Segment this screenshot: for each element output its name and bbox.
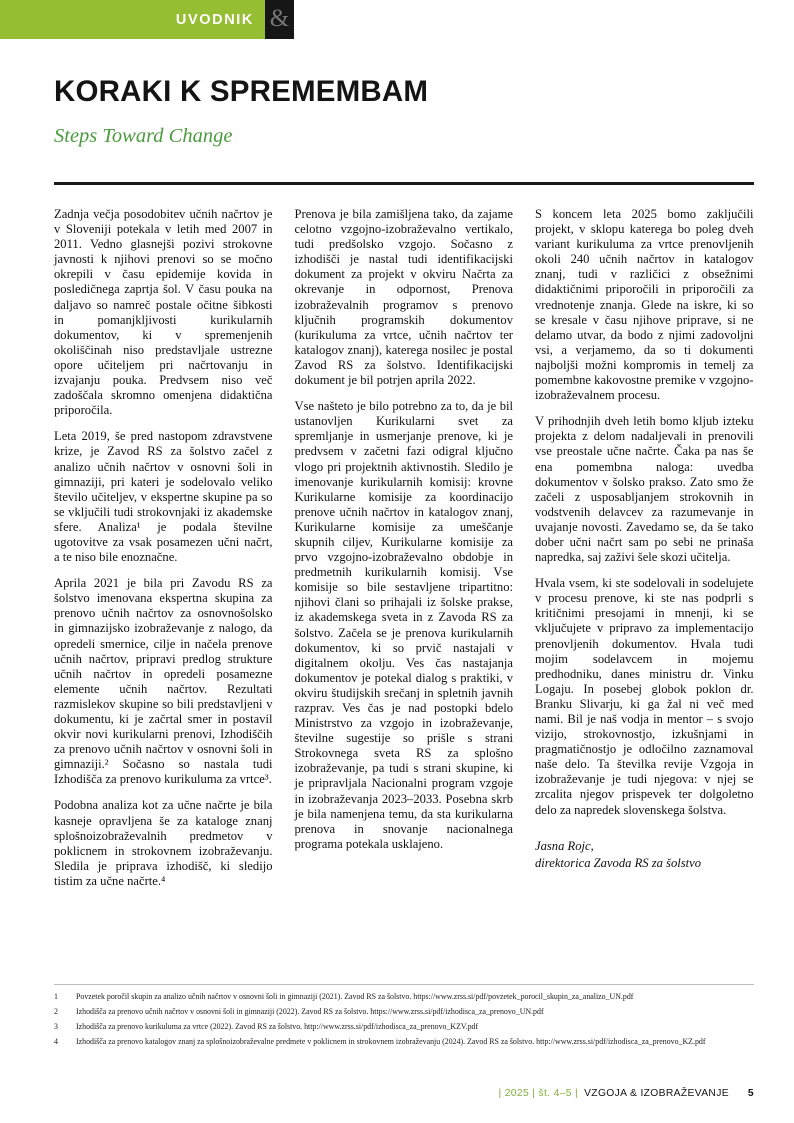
footnote-number: 3 bbox=[54, 1022, 58, 1032]
footnote-number: 4 bbox=[54, 1037, 58, 1047]
article-body bbox=[54, 207, 754, 969]
paragraph: Zadnja večja posodobitev učnih načrtov je v Sloveniji potekala v letih med 2007 in 2011. Vedno glasnejši pozivi strokovne javnosti k njihovi prenovi so se močno okrepili v času epidemije kovida in posledičnega zaprtja šol. V času pouka na daljavo so namreč postale očitne šibkosti in pomanjkljivosti kurikularnih dokumentov, ki v spremenjenih okoliščinah niso predstavljale ustrezne opore učiteljem pri načrtovanju in izvajanju pouka. Predvsem niso več zadoščala skromno omenjena didaktična priporočila. bbox=[54, 207, 273, 418]
page-subtitle: Steps Toward Change bbox=[54, 125, 233, 148]
paragraph: Aprila 2021 je bila pri Zavodu RS za šolstvo imenovana ekspertna skupina za prenovo učnih načrtov za osnovnošolsko in gimnazijsko izobraževanje z nalogo, da opredeli smernice, cilje in načela prenove učnih načrtov, pripravi predlog strukture učnih načrtov in opredeli posamezne elemente učnih načrtov. Rezultati razmislekov skupine so bili predstavljeni v dokumentu, ki je začrtal smer in postavil okvir novi kurikularni prenovi, Izhodiščih za prenovo učnih načrtov v osnovni šoli in gimnaziji.² Sočasno so nastala tudi Izhodišča za prenovo kurikuluma za vrtce³. bbox=[54, 576, 273, 787]
footnote-number: 1 bbox=[54, 992, 58, 1001]
masthead-banner bbox=[0, 0, 294, 39]
footnote-item bbox=[54, 1037, 754, 1048]
author-name: Jasna Rojc, bbox=[535, 838, 594, 853]
ampersand-logo-icon: & bbox=[269, 5, 290, 32]
footnote-text: Izhodišča za prenovo katalogov znanj za splošnoizobraževalne predmete v poklicnem in strokovnem izobraževanju (2024). Zavod RS za šolstvo. http://www.zrss.si/pdf/izhodisca_za_prenovo_KZ.pdf bbox=[76, 1037, 706, 1047]
footnote-text: Izhodišča za prenovo kurikuluma za vrtce (2022). Zavod RS za šolstvo. http://www.zrss.si/pdf/izhodisca_za_prenovo_KZV.pdf bbox=[76, 1022, 479, 1032]
footnotes-list bbox=[54, 992, 754, 1052]
author-role: direktorica Zavoda RS za šolstvo bbox=[535, 855, 702, 870]
page-number: 5 bbox=[747, 1088, 754, 1099]
footnote-text: Povzetek poročil skupin za analizo učnih načrtov v osnovni šoli in gimnaziji (2021). Zavod RS za šolstvo. https://www.zrss.si/pdf/povzetek_porocil_skupin_za_analizo_UN.pdf bbox=[76, 992, 634, 1001]
footnote-item bbox=[54, 992, 754, 1003]
paragraph: Leta 2019, še pred nastopom zdravstvene krize, je Zavod RS za šolstvo začel z analizo učnih načrtov v osnovni šoli in gimnaziji, pri kateri je sodelovalo veliko število učiteljev, v ekspertne skupine pa so se vključili tudi strokovnjaki iz akademske sfere. Analiza¹ je podala številne ugotovitve za vsak posamezen učni načrt, a te niso bile enoznačne. bbox=[54, 429, 273, 565]
masthead-green-block bbox=[0, 0, 265, 39]
masthead-black-block bbox=[265, 0, 294, 39]
page-title: KORAKI K SPREMEMBAM bbox=[54, 75, 429, 108]
author-signature bbox=[535, 838, 754, 872]
footnote-number: 2 bbox=[54, 1007, 58, 1017]
journal-title: VZGOJA & IZOBRAŽEVANJE bbox=[584, 1088, 729, 1099]
paragraph: Prenova je bila zamišljena tako, da zajame celotno vzgojno-izobraževalno vertikalo, tudi predšolsko vzgojo. Sočasno z izhodišči je nastal tudi identifikacijski dokument za projekt v okviru Načrta za okrevanje in odpornost, Prenova izobraževalnih programov s prenovo ključnih programskih dokumentov (kurikuluma za vrtce, učnih načrtov ter katalogov znanj), katerega nosilec je postal Zavod RS za šolstvo. Identifikacijski dokument je bil potrjen aprila 2022. bbox=[294, 207, 513, 388]
paragraph: Podobna analiza kot za učne načrte je bila kasneje opravljena še za kataloge znanj splošnoizobraževalnih predmetov v poklicnem in strokovnem izobraževanju. Sledila je priprava izhodišč, ki sledijo tistim za učne načrte.⁴ bbox=[54, 798, 273, 888]
paragraph: S koncem leta 2025 bomo zaključili projekt, v sklopu katerega bo poleg dveh variant kurikuluma za vrtce prenovljenih okoli 240 učnih načrtov in katalogov znanj, tudi v različici z obsežnimi didaktičnimi priporočili in priporočili za vrednotenje znanja. Glede na iskre, ki so se kresale v času njihove priprave, si ne delamo utvar, da bodo z njimi zadovoljni vsi, a verjamemo, da so ti dokumenti najboljši možni kompromis in temelj za pomembne kakovostne premike v vzgojno-izobraževalnem procesu. bbox=[535, 207, 754, 403]
paragraph: V prihodnjih dveh letih bomo kljub izteku projekta z delom nadaljevali in prenovili vse preostale učne načrte. Čaka pa nas še ena pomembna naloga: uvedba dokumentov v šolsko prakso. Zato smo že začeli z usposabljanjem strokovnih in vodstvenih delavcev za razumevanje in uvajanje novosti. Zavedamo se, da še tako dober učni načrt sam po sebi ne prinaša napredka, saj zaživi šele skozi učitelja. bbox=[535, 414, 754, 565]
article-column-1 bbox=[54, 207, 273, 969]
paragraph: Vse našteto je bilo potrebno za to, da je bil ustanovljen Kurikularni svet za spremljanje in usmerjanje prenove, ki je predvsem v začetni fazi odigral ključno vlogo pri projektnih aktivnostih. Sledilo je imenovanje kurikularnih komisij: krovne Kurikularne komisije za koordinacijo prenove učnih načrtov in katalogov znanj, Kurikularne komisije za umeščanje skupnih ciljev, Kurikularne komisije za prvo vzgojno-izobraževalno obdobje in predmetnih kurikularnih komisij. Vse komisije so bile sestavljene tripartitno: njihovi člani so prihajali iz šolske prakse, iz akademskega sveta in z Zavoda RS za šolstvo. Začela se je prenova kurikularnih dokumentov, ki so prvič nastajali v digitalnem okolju. Ves čas nastajanja dokumentov je potekal dialog s praktiki, v okviru študijskih srečanj in spletnih javnih razprav. Ves čas je nad postopki bdelo Ministrstvo za vzgojo in izobraževanje, številne sugestije so prišle s strani Strokovnega sveta RS za splošno izobraževanje, pa tudi s strani skupine, ki je pripravljala Nacionalni program vzgoje in izobraževanja 2023–2033. Posebna skrb je bila namenjena temu, da sta kurikularna prenova in snovanje nacionalnega programa potekala usklajeno. bbox=[294, 399, 513, 851]
section-label: UVODNIK bbox=[175, 11, 254, 28]
footnote-item bbox=[54, 1007, 754, 1018]
article-column-2 bbox=[295, 207, 514, 969]
paragraph: Hvala vsem, ki ste sodelovali in sodelujete v procesu prenove, ki ste nas podprli s kritičnimi presojami in mnenji, ki se vključujete v pripravo za implementacijo prenovljenih dokumentov. Hvala tudi mojim sodelavcem in mojemu predhodniku, danes ministru dr. Vinku Logaju. In posebej globok poklon dr. Branku Slivarju, ki ga žal ni več med nami. Bil je naš vodja in mentor – s svojo vizijo, strokovnostjo, izkušnjami in pragmatičnostjo je odločilno zaznamoval naše delo. Ta številka revije Vzgoja in izobraževanje je tudi njegova: v njej se zrcalita njegov prispevek ter dolgoletno delo za napredek slovenskega šolstva. bbox=[535, 576, 754, 817]
footnote-text: Izhodišča za prenovo učnih načrtov v osnovni šoli in gimnaziji (2022). Zavod RS za šolstvo. https://www.zrss.si/pdf/izhodisca_za_prenovo_UN.pdf bbox=[76, 1007, 544, 1017]
article-column-3 bbox=[535, 207, 754, 969]
page-footer bbox=[54, 1088, 754, 1099]
issue-info: | 2025 | št. 4–5 | bbox=[498, 1088, 579, 1099]
title-divider bbox=[54, 182, 754, 185]
title-block bbox=[54, 76, 754, 148]
footnotes-divider bbox=[54, 984, 754, 985]
footnote-item bbox=[54, 1022, 754, 1033]
